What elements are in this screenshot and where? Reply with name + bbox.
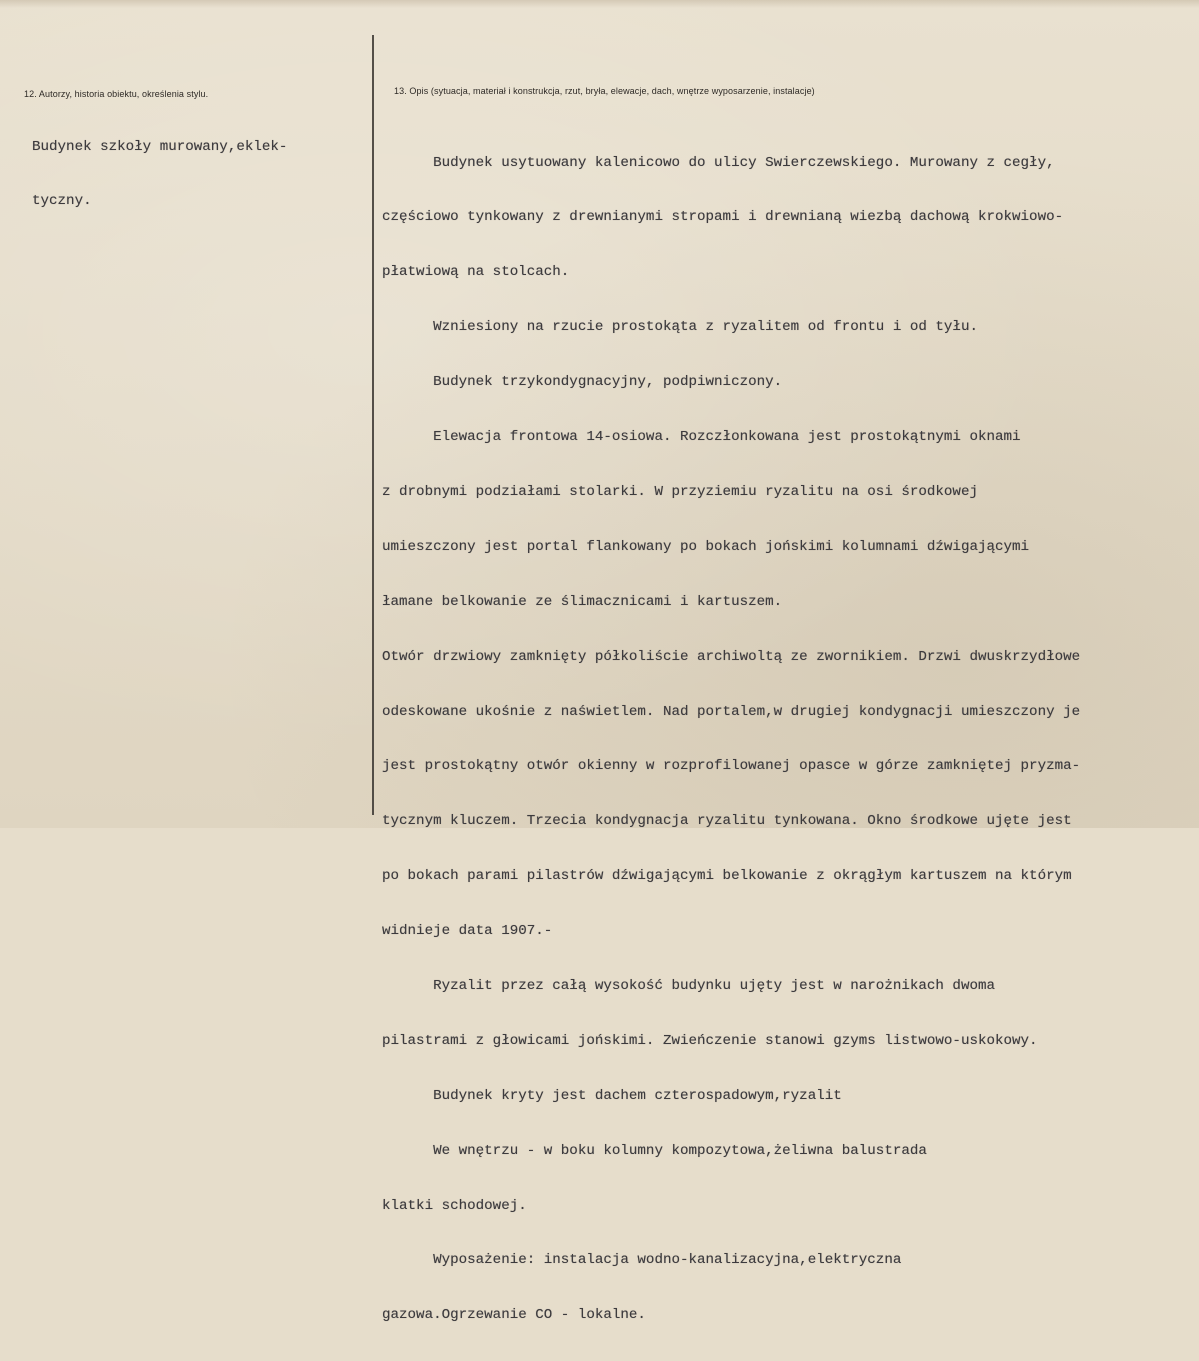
section-13-line: jest prostokątny otwór okienny w rozprofilowanej opasce w górze zamkniętej pryzma- bbox=[382, 758, 1081, 775]
section-13-line: umieszczony jest portal flankowany po bokach jońskimi kolumnami dźwigającymi bbox=[382, 538, 1030, 555]
section-13-line: klatki schodowej. bbox=[382, 1197, 527, 1214]
section-13-line: Budynek usytuowany kalenicowo do ulicy Swierczewskiego. Murowany z cegły, bbox=[382, 154, 1055, 171]
section-13-line: Wyposażenie: instalacja wodno-kanalizacyjna,elektryczna bbox=[382, 1252, 902, 1269]
section-13-heading: 13. Opis (sytuacja, materiał i konstrukcja, rzut, bryła, elewacje, dach, wnętrze wyposarzenie, instalacje) bbox=[394, 86, 815, 96]
section-13-line: tycznym kluczem. Trzecia kondygnacja ryzalitu tynkowana. Okno środkowe ujęte jest bbox=[382, 813, 1072, 830]
section-13-line: po bokach parami pilastrów dźwigającymi belkowanie z okrągłym kartuszem na którym bbox=[382, 868, 1072, 885]
section-13-line: We wnętrzu - w boku kolumny kompozytowa,żeliwna balustrada bbox=[382, 1142, 927, 1159]
section-13-line: odeskowane ukośnie z naświetlem. Nad portalem,w drugiej kondygnacji umieszczony je bbox=[382, 703, 1081, 720]
section-13-line: Ryzalit przez całą wysokość budynku ujęty jest w narożnikach dwoma bbox=[382, 977, 995, 994]
section-13-line: łamane belkowanie ze ślimacznicami i kartuszem. bbox=[382, 593, 783, 610]
section-12-heading: 12. Autorzy, historia obiektu, określenia stylu. bbox=[24, 89, 209, 99]
section-13-line: Otwór drzwiowy zamknięty półkoliście archiwoltą ze zwornikiem. Drzwi dwuskrzydłowe bbox=[382, 648, 1081, 665]
section-13-line: Budynek trzykondygnacyjny, podpiwniczony. bbox=[382, 374, 783, 391]
section-12-line: Budynek szkoły murowany,eklek- bbox=[32, 138, 288, 155]
section-12-line: tyczny. bbox=[32, 193, 92, 210]
section-13-line: z drobnymi podziałami stolarki. W przyziemiu ryzalitu na osi środkowej bbox=[382, 483, 978, 500]
paper-edge-shadow bbox=[0, 0, 1199, 8]
section-13-line: pilastrami z głowicami jońskimi. Zwieńczenie stanowi gzyms listwowo-uskokowy. bbox=[382, 1032, 1038, 1049]
section-13-line: Wzniesiony na rzucie prostokąta z ryzalitem od frontu i od tyłu. bbox=[382, 319, 978, 336]
section-13-line: widnieje data 1907.- bbox=[382, 923, 553, 940]
column-divider bbox=[372, 35, 374, 815]
section-12-text bbox=[32, 101, 287, 247]
section-13-line: płatwiową na stolcach. bbox=[382, 264, 570, 281]
section-13-line: gazowa.Ogrzewanie CO - lokalne. bbox=[382, 1307, 646, 1324]
section-13-line: częściowo tynkowany z drewnianymi stropami i drewnianą wiezbą dachową krokwiowo- bbox=[382, 209, 1064, 226]
section-13-line: Budynek kryty jest dachem czterospadowym,ryzalit bbox=[382, 1087, 842, 1104]
section-13-line: Elewacja frontowa 14-osiowa. Rozczłonkowana jest prostokątnymi oknami bbox=[382, 429, 1021, 446]
section-13-text bbox=[382, 117, 1198, 1361]
